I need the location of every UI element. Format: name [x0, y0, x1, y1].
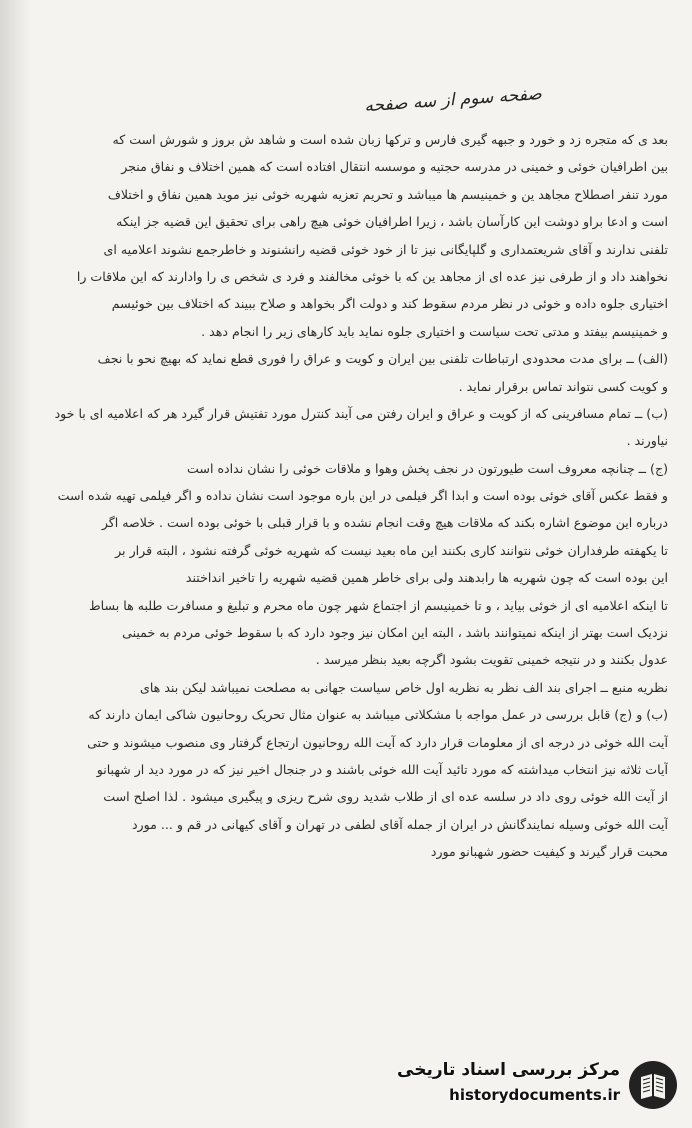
text-line: بعد ی که متجره زد و خورد و جبهه گیری فارس و ترکها زبان شده است و شاهد ش بروز و شورش است که — [112, 132, 668, 147]
document-body — [48, 126, 668, 1046]
text-line: است و ادعا براو دوشت این کارآسان باشد ، زیرا اطرافیان خوئی هیچ راهی برای تحقیق این قضیه جز اینکه — [116, 214, 668, 230]
text-line: و کویت کسی نتواند تماس برقرار نماید . — [458, 378, 668, 394]
text-line: آیات ثلاثه نیز انتخاب میداشته که مورد تائید آیت الله خوئی باشند و در جنجال اخیر نیز که در مورد دید ار شهبانو — [96, 761, 668, 777]
book-icon — [628, 1060, 678, 1110]
text-line: و خمینیسم بیفتد و مدتی تحت سیاست و اختیاری جلوه نماید باید کارهای زیر را انجام دهد . — [201, 323, 668, 339]
text-line: و فقط عکس آقای خوئی بوده است و ابدا اگر فیلمی در این باره موجود است نشان نداده و اگر فیلمی تهیه شده است — [57, 488, 668, 504]
text-line: تلفنی ندارند و آقای شریعتمداری و گلپایگانی نیز تا از خود خوئی قضیه رانشنوند و خاطرجمع نشوند اعلامیه ای — [103, 241, 668, 257]
text-line: بین اطرافیان خوئی و خمینی در مدرسه حجتیه و موسسه انتقال افتاده است که همین اختلاف و نفاق منجر — [121, 159, 668, 175]
text-line: (الف) ــ برای مدت محدودی ارتباطات تلفنی بین ایران و کویت و عراق را فوری قطع نماید که بهیچ نحو با نجف — [97, 351, 668, 367]
text-line: مورد تنفر اصطلاح مجاهد ین و خمینیسم ها میباشد و تحریم تعزیه شهریه خوئی نیز موید همین نفاق و اختلاف — [107, 186, 668, 202]
text-line: از آیت الله خوئی روی داد در سلسه عده ای از طلاب شدید روی شرح ریزی و پیگیری میشود . لذا اصلح است — [103, 789, 668, 805]
text-line: نظریه منبع ــ اجرای بند الف نظر به نظریه اول خاص سیاست جهانی به مصلحت نمیباشد لیکن بند های — [139, 679, 668, 695]
text-line: (ج) ــ چنانچه معروف است طیورتون در نجف پخش وهوا و ملاقات خوئی را نشان نداده است — [187, 460, 668, 476]
text-line: (ب) ــ تمام مسافرینی که از کویت و عراق و ایران رفتن می آیند کنترل مورد تفتیش قرار گیرد هر که اعلامیه ای با خود — [54, 405, 668, 421]
text-line: نخواهند داد و از طرفی نیز عده ای از مجاهد ین که با خوئی مخالفند و فرد ی شخص ی را وادارند که این ملاقات را — [76, 268, 668, 284]
document-heading: صفحه سوم از سه صفحه — [364, 84, 543, 117]
text-line: آیت الله خوئی در درجه ای از معلومات قرار دارد که آیت الله روحانیون ارتجاع گرفتار وی منصوب میشوند و حتی — [87, 734, 668, 750]
text-line: تا اینکه اعلامیه ای از خوئی بیاید ، و تا خمینیسم از اجتماع شهر چون ماه محرم و تبلیغ و مسافرت طلبه ها بساط — [89, 597, 668, 613]
text-line: عدول بکنند و در نتیجه خمینی تقویت بشود اگرچه بعید بنظر میرسد . — [315, 652, 668, 668]
logo-url[interactable]: historydocuments.ir — [449, 1086, 620, 1104]
text-line: نیاورند . — [626, 433, 668, 449]
text-line: آیت الله خوئی وسیله نمایندگانش در ایران از جمله آقای لطفی در تهران و آقای کیهانی در قم و ... مورد — [131, 816, 668, 832]
text-line: (ب) و (ج) قابل بررسی در عمل مواجه با مشکلاتی میباشد به عنوان مثال تحریک روحانیون شاکی ایمان دارند که — [88, 707, 668, 723]
text-line: نزدیک است بهتر از اینکه نمیتوانند باشد ، البته این امکان نیز وجود دارد که با سقوط خوئی مردم به خمینی — [122, 625, 668, 641]
text-line: درباره این موضوع اشاره بکند که ملاقات هیچ وقت انجام نشده و با قرار قبلی با خوئی بوده است . خلاصه اگر — [101, 515, 668, 531]
logo-title: مرکز بررسی اسناد تاریخی — [397, 1060, 620, 1080]
page-edge-shadow — [0, 0, 30, 1128]
watermark-logo[interactable] — [397, 1056, 678, 1114]
text-line: این بوده است که چون شهریه ها رابدهند ولی برای خاطر همین قضیه شهریه را تاخیر انداختند — [185, 570, 668, 586]
text-line: تا یکهفته طرفداران خوئی نتوانند کاری بکنند این ماه بعید نیست که شهریه خوئی گرفته نشود ، البته قرار بر — [115, 542, 668, 558]
text-line: اختیاری جلوه داده و خوئی در نظر مردم سقوط کند و دولت اگر بخواهد و صلاح ببیند که اختلاف بین خوئیسم — [111, 296, 668, 312]
text-line: محبت قرار گیرند و کیفیت حضور شهبانو مورد — [430, 844, 668, 860]
